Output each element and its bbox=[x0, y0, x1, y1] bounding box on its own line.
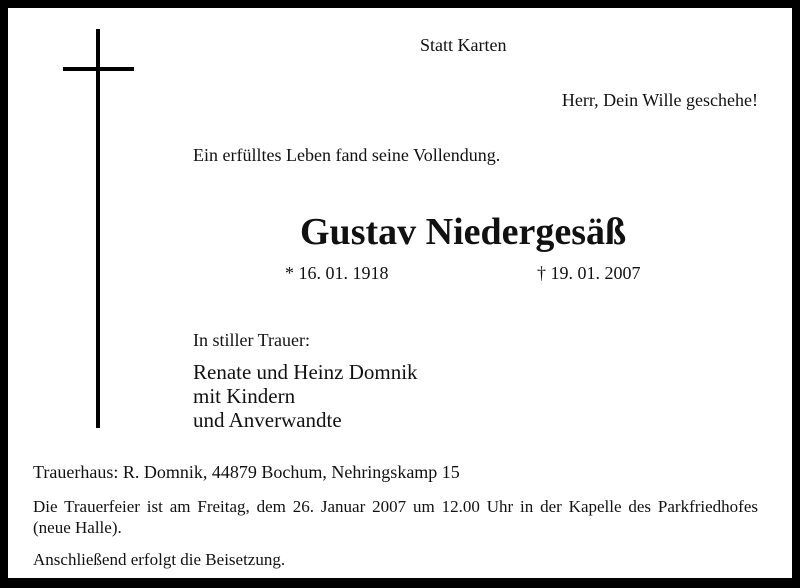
mourner-line: Renate und Heinz Domnik bbox=[193, 360, 418, 384]
burial-text: Anschließend erfolgt die Beisetzung. bbox=[33, 550, 286, 569]
ceremony-text: Die Trauerfeier ist am Freitag, dem 26. Januar 2007 um 12.00 Uhr in der Kapelle des Parkfriedhofes (neue Halle). bbox=[33, 497, 758, 537]
intro-text: Ein erfülltes Leben fand seine Vollendung. bbox=[193, 145, 501, 165]
death-date: † 19. 01. 2007 bbox=[537, 263, 641, 283]
mourner-line: und Anverwandte bbox=[193, 408, 342, 432]
address: Trauerhaus: R. Domnik, 44879 Bochum, Nehringskamp 15 bbox=[33, 462, 460, 482]
deceased-name: Gustav Niedergesäß bbox=[300, 211, 627, 253]
motto: Herr, Dein Wille geschehe! bbox=[561, 90, 758, 110]
mourners-heading: In stiller Trauer: bbox=[193, 330, 310, 350]
mourner-line: mit Kindern bbox=[193, 384, 296, 408]
cross-icon bbox=[96, 29, 100, 428]
statt-karten: Statt Karten bbox=[420, 35, 507, 55]
birth-date: * 16. 01. 1918 bbox=[285, 263, 389, 283]
cross-icon-bar bbox=[63, 67, 134, 71]
